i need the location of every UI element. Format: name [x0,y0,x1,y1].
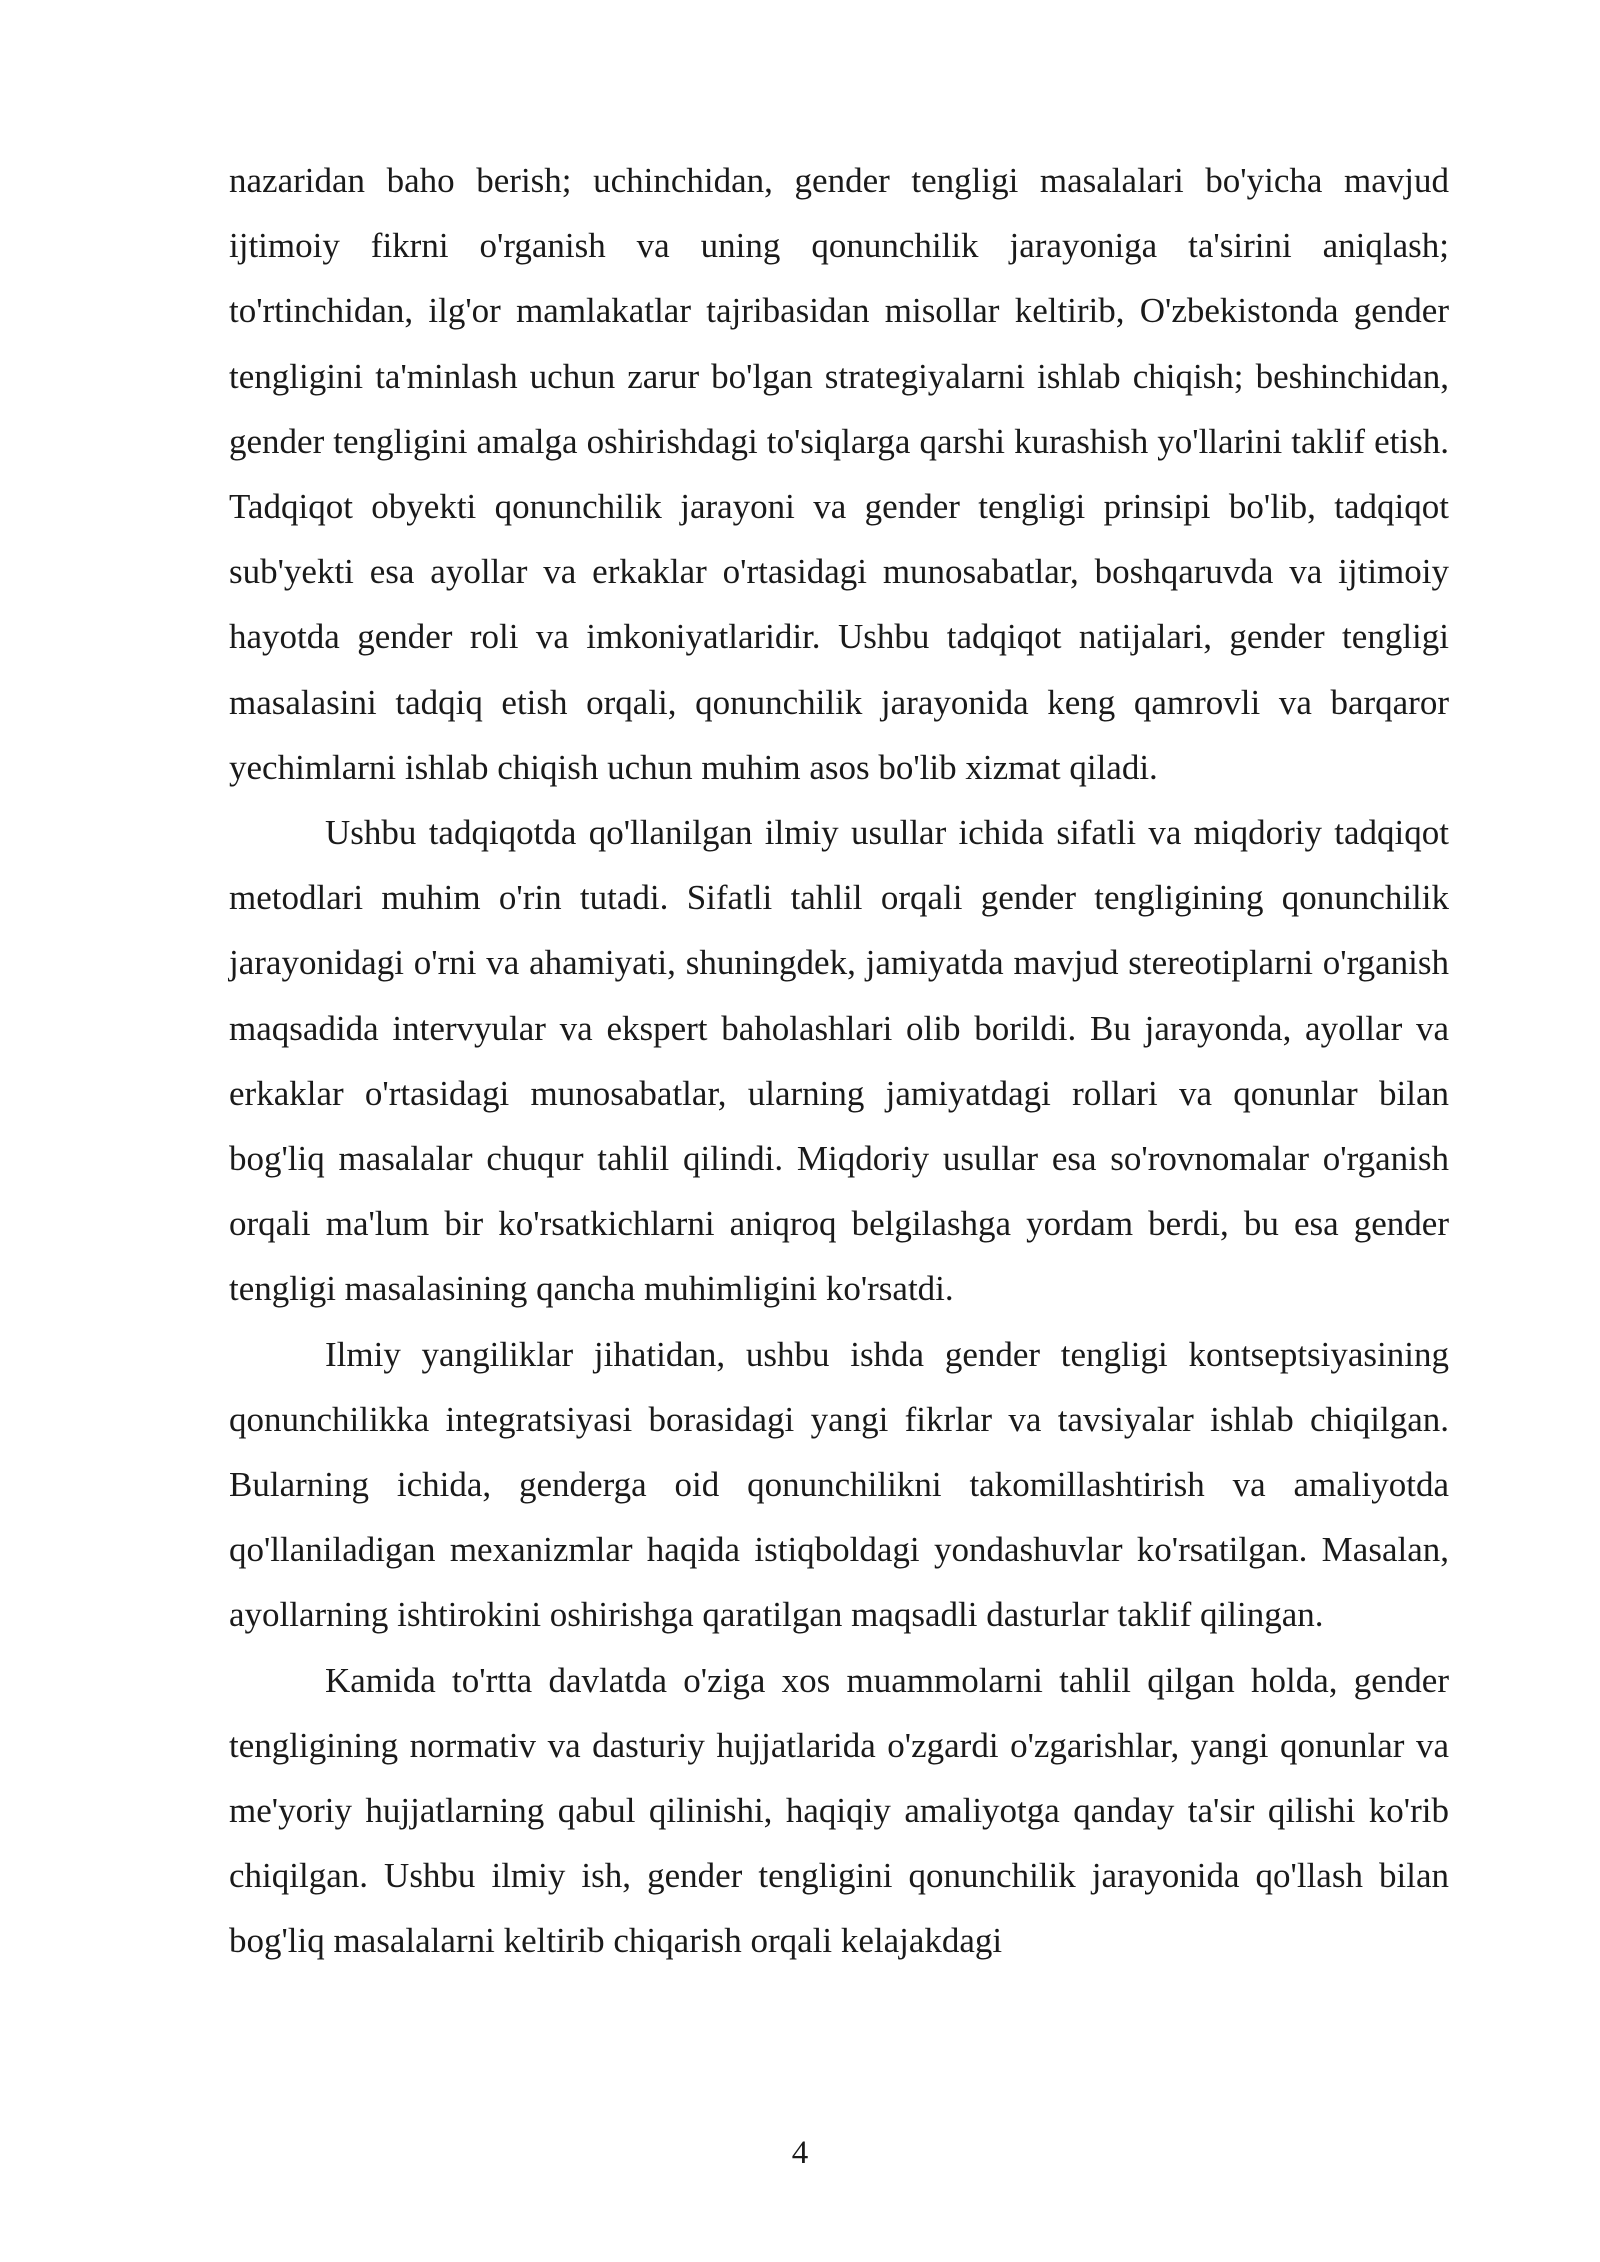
paragraph-methods: Ushbu tadqiqotda qo'llanilgan ilmiy usullar ichida sifatli va miqdoriy tadqiqot metodlari muhim o'rin tutadi. Sifatli tahlil orqali gender tengligining qonunchilik jarayonidagi o'rni va ahamiyati, shuningdek, jamiyatda mavjud stereotiplarni o'rganish maqsadida intervyular va ekspert baholashlari olib borildi. Bu jarayonda, ayollar va erkaklar o'rtasidagi munosabatlar, ularning jamiyatdagi rollari va qonunlar bilan bog'liq masalalar chuqur tahlil qilindi. Miqdoriy usullar esa so'rovnomalar o'rganish orqali ma'lum bir ko'rsatkichlarni aniqroq belgilashga yordam berdi, bu esa gender tengligi masalasining qancha muhimligini ko'rsatdi. [229,813,1449,1309]
body-text [229,148,1449,1974]
page-number: 4 [791,2135,809,2171]
paragraph-continued: nazaridan baho berish; uchinchidan, gender tengligi masalalari bo'yicha mavjud ijtimoiy fikrni o'rganish va uning qonunchilik jarayoniga ta'sirini aniqlash; to'rtinchidan, ilg'or mamlakatlar tajribasidan misollar keltirib, O'zbekistonda gender tengligini ta'minlash uchun zarur bo'lgan strategiyalarni ishlab chiqish; beshinchidan, gender tengligini amalga oshirishdagi to'siqlarga qarshi kurashish yo'llarini taklif etish. Tadqiqot obyekti qonunchilik jarayoni va gender tengligi prinsipi bo'lib, tadqiqot sub'yekti esa ayollar va erkaklar o'rtasidagi munosabatlar, boshqaruvda va ijtimoiy hayotda gender roli va imkoniyatlaridir. Ushbu tadqiqot natijalari, gender tengligi masalasini tadqiq etish orqali, qonunchilik jarayonida keng qamrovli va barqaror yechimlarni ishlab chiqish uchun muhim asos bo'lib xizmat qiladi. [229,161,1449,787]
paragraph-countries: Kamida to'rtta davlatda o'ziga xos muammolarni tahlil qilgan holda, gender tengligining normativ va dasturiy hujjatlarida o'zgardi o'zgarishlar, yangi qonunlar va me'yoriy hujjatlarning qabul qilinishi, haqiqiy amaliyotga qanday ta'sir qilishi ko'rib chiqilgan. Ushbu ilmiy ish, gender tengligini qonunchilik jarayonida qo'llash bilan bog'liq masalalarni keltirib chiqarish orqali kelajakdagi [229,1660,1449,1961]
paragraph-novelty: Ilmiy yangiliklar jihatidan, ushbu ishda gender tengligi kontseptsiyasining qonunchilikka integratsiyasi borasidagi yangi fikrlar va tavsiyalar ishlab chiqilgan. Bularning ichida, genderga oid qonunchilikni takomillashtirish va amaliyotda qo'llaniladigan mexanizmlar haqida istiqboldagi yondashuvlar ko'rsatilgan. Masalan, ayollarning ishtirokini oshirishga qaratilgan maqsadli dasturlar taklif qilingan. [229,1334,1449,1635]
